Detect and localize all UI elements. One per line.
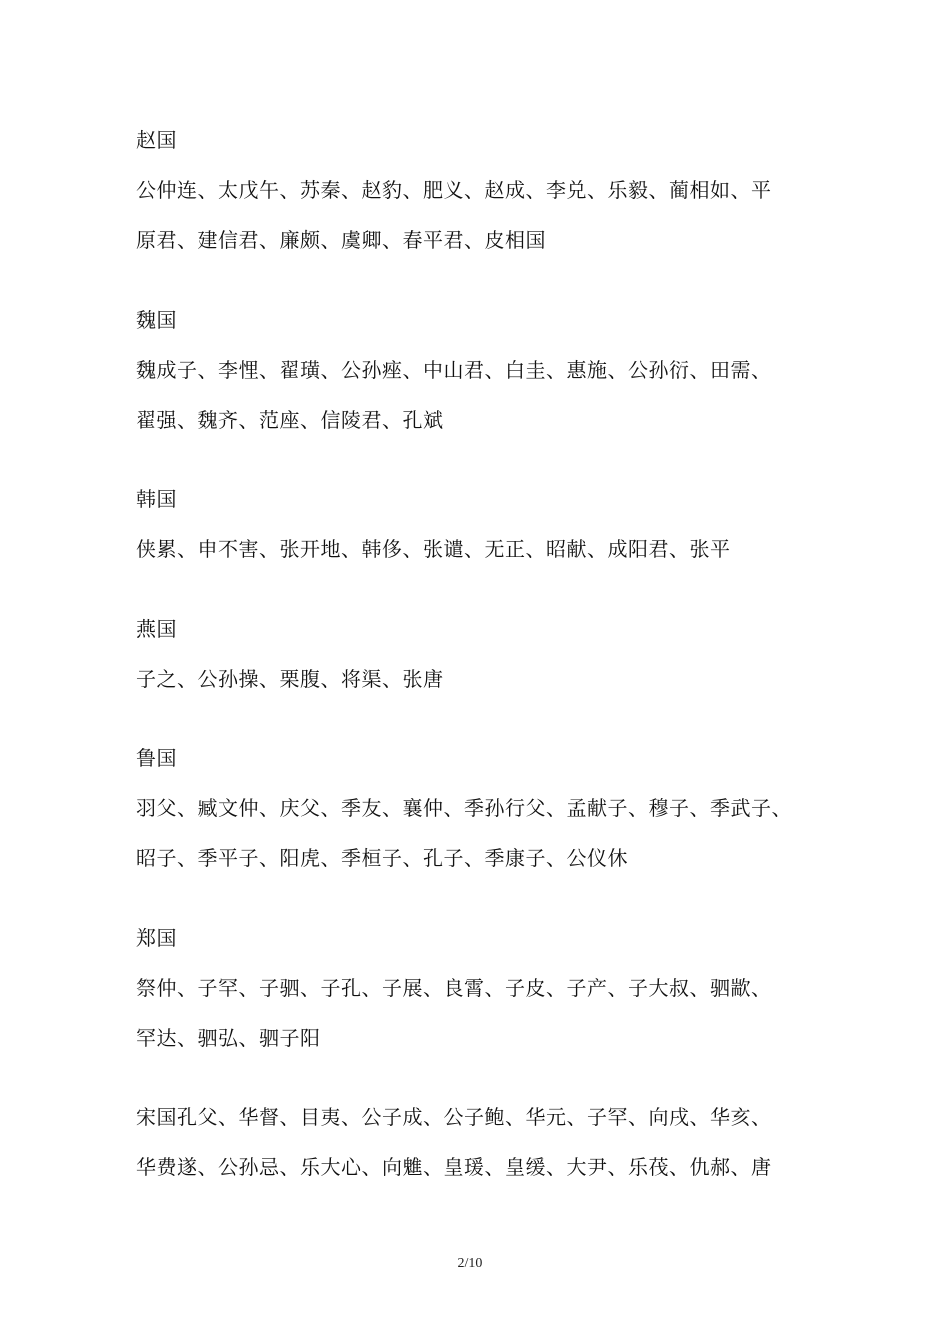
section-text-line: 羽父、臧文仲、庆父、季友、襄仲、季孙行父、孟献子、穆子、季武子、 xyxy=(136,796,792,820)
section-text-line: 侠累、申不害、张开地、韩侈、张谴、无正、昭献、成阳君、张平 xyxy=(136,537,731,561)
section-heading-lu: 鲁国 xyxy=(136,746,177,770)
section-text-line: 宋国孔父、华督、目夷、公子成、公子鲍、华元、子罕、向戌、华亥、 xyxy=(136,1105,772,1129)
section-text-line: 罕达、驷弘、驷子阳 xyxy=(136,1026,321,1050)
section-heading-han: 韩国 xyxy=(136,487,177,511)
section-text-line: 原君、建信君、廉颇、虞卿、春平君、皮相国 xyxy=(136,228,546,252)
section-heading-wei: 魏国 xyxy=(136,308,177,332)
section-heading-yan: 燕国 xyxy=(136,617,177,641)
section-heading-zheng: 郑国 xyxy=(136,926,177,950)
section-text-line: 华费遂、公孙忌、乐大心、向魋、皇瑗、皇缓、大尹、乐茷、仇郝、唐 xyxy=(136,1155,772,1179)
section-text-line: 公仲连、太戊午、苏秦、赵豹、肥义、赵成、李兑、乐毅、蔺相如、平 xyxy=(136,178,772,202)
section-text-line: 魏成子、李悝、翟璜、公孙痤、中山君、白圭、惠施、公孙衍、田需、 xyxy=(136,358,772,382)
page-number: 2/10 xyxy=(457,1256,483,1271)
section-text-line: 昭子、季平子、阳虎、季桓子、孔子、季康子、公仪休 xyxy=(136,846,628,870)
section-text-line: 祭仲、子罕、子驷、子孔、子展、良霄、子皮、子产、子大叔、驷歂、 xyxy=(136,976,772,1000)
section-text-line: 子之、公孙操、栗腹、将渠、张唐 xyxy=(136,667,444,691)
section-text-line: 翟强、魏齐、范座、信陵君、孔斌 xyxy=(136,408,444,432)
section-heading-zhao: 赵国 xyxy=(136,128,177,152)
